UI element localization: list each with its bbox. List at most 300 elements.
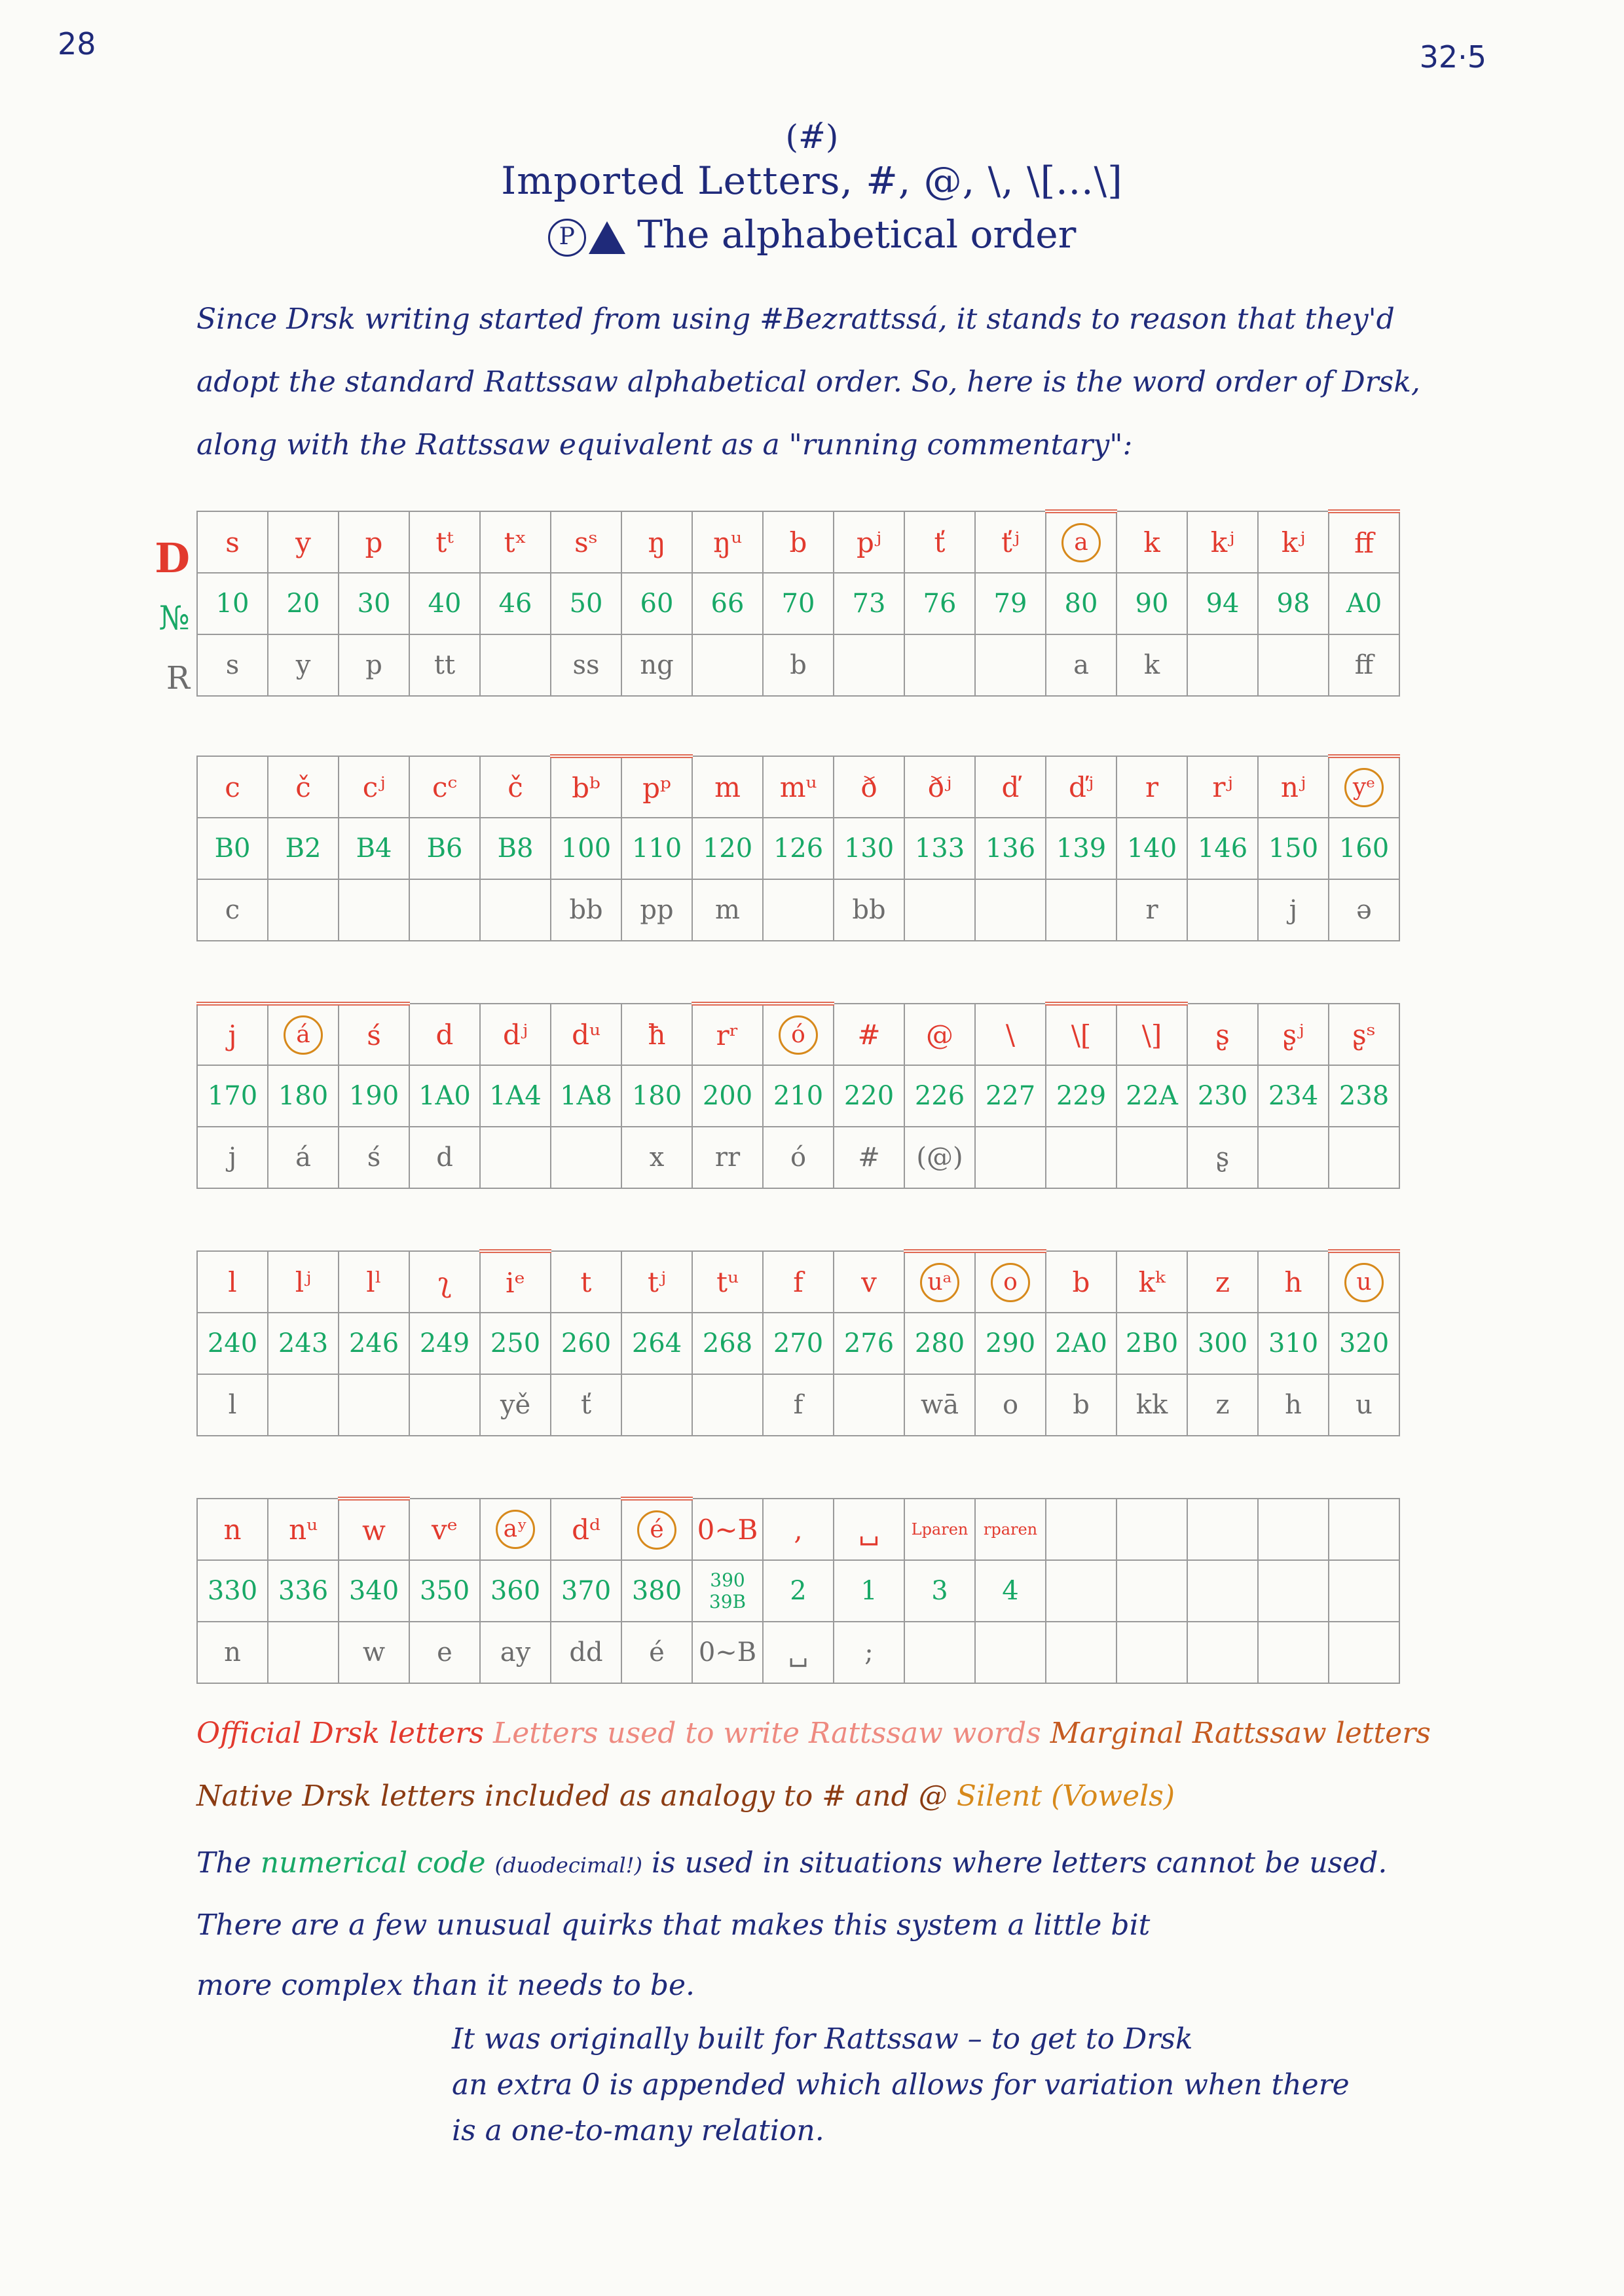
rattssaw-cell: bb <box>834 879 904 941</box>
number-cell: 300 <box>1187 1313 1258 1374</box>
number-cell: 180 <box>621 1065 692 1127</box>
drsk-cell: \ <box>975 1004 1046 1065</box>
number-cell: 220 <box>834 1065 904 1127</box>
drsk-cell: ŋᵘ <box>692 511 763 573</box>
rattssaw-cell: ś <box>339 1127 409 1188</box>
number-cell: B0 <box>197 818 268 879</box>
number-cell: 330 <box>197 1560 268 1622</box>
drsk-cell: m <box>692 756 763 818</box>
drsk-cell: \] <box>1116 1004 1187 1065</box>
rattssaw-cell <box>1329 1622 1399 1683</box>
drsk-cell: vᵉ <box>409 1499 480 1560</box>
legend-rattssaw-words: Letters used to write Rattssaw words <box>493 1717 1041 1750</box>
number-cell: 1A8 <box>551 1065 621 1127</box>
drsk-cell: bᵇ <box>551 756 621 818</box>
indent-line-3: is a one-to-many relation. <box>452 2114 824 2147</box>
number-cell: 310 <box>1258 1313 1329 1374</box>
rattssaw-cell <box>834 1374 904 1436</box>
table-row-ratt <box>197 634 1399 696</box>
table-row-num <box>197 1065 1399 1127</box>
drsk-cell: nᵘ <box>268 1499 339 1560</box>
table-row-num <box>197 818 1399 879</box>
indent-line-1: It was originally built for Rattssaw – to get to Drsk <box>452 2022 1193 2056</box>
drsk-cell: ś <box>339 1004 409 1065</box>
rattssaw-cell <box>692 634 763 696</box>
number-cell: 126 <box>763 818 834 879</box>
rattssaw-cell: ť <box>551 1374 621 1436</box>
drsk-cell: ʅ <box>409 1251 480 1313</box>
rattssaw-cell: ʂ <box>1187 1127 1258 1188</box>
rattssaw-cell: y <box>268 634 339 696</box>
rattssaw-cell <box>339 1374 409 1436</box>
table-row-drsk <box>197 511 1399 573</box>
rattssaw-cell: r <box>1116 879 1187 941</box>
page-subtitle <box>0 212 1624 257</box>
letter-table-4 <box>196 1249 1400 1436</box>
rattssaw-cell: pp <box>621 879 692 941</box>
rattssaw-cell <box>268 1622 339 1683</box>
drsk-cell: o <box>975 1251 1046 1313</box>
number-cell: 230 <box>1187 1065 1258 1127</box>
drsk-cell: @ <box>904 1004 975 1065</box>
number-cell: 146 <box>1187 818 1258 879</box>
number-cell: B8 <box>480 818 551 879</box>
rattssaw-cell: rr <box>692 1127 763 1188</box>
table-row-num <box>197 573 1399 634</box>
rattssaw-cell: tt <box>409 634 480 696</box>
drsk-cell: ó <box>763 1004 834 1065</box>
drsk-cell: t <box>551 1251 621 1313</box>
row-label-drsk: D <box>155 534 190 582</box>
drsk-cell: ʂ <box>1187 1004 1258 1065</box>
indent-line-2: an extra 0 is appended which allows for variation when there <box>452 2068 1350 2102</box>
number-cell: 264 <box>621 1313 692 1374</box>
rattssaw-cell: ng <box>621 634 692 696</box>
drsk-cell: lʲ <box>268 1251 339 1313</box>
drsk-cell: uᵃ <box>904 1251 975 1313</box>
number-cell: 73 <box>834 573 904 634</box>
table-row-ratt <box>197 879 1399 941</box>
drsk-cell: tʲ <box>621 1251 692 1313</box>
rattssaw-cell: p <box>339 634 409 696</box>
number-cell: 226 <box>904 1065 975 1127</box>
number-cell: 110 <box>621 818 692 879</box>
table-row-drsk <box>197 756 1399 818</box>
number-cell: 120 <box>692 818 763 879</box>
rattssaw-cell: (@) <box>904 1127 975 1188</box>
drsk-cell: h <box>1258 1251 1329 1313</box>
rattssaw-cell: ; <box>834 1622 904 1683</box>
number-cell: 100 <box>551 818 621 879</box>
drsk-cell: n <box>197 1499 268 1560</box>
rattssaw-cell <box>1046 879 1116 941</box>
number-cell: 227 <box>975 1065 1046 1127</box>
drsk-cell: lˡ <box>339 1251 409 1313</box>
rattssaw-cell: j <box>197 1127 268 1188</box>
number-cell: 350 <box>409 1560 480 1622</box>
rattssaw-cell <box>904 1622 975 1683</box>
rattssaw-cell: n <box>197 1622 268 1683</box>
rattssaw-cell: ó <box>763 1127 834 1188</box>
rattssaw-cell: z <box>1187 1374 1258 1436</box>
number-cell: B6 <box>409 818 480 879</box>
rattssaw-cell: u <box>1329 1374 1399 1436</box>
rattssaw-cell: ə <box>1329 879 1399 941</box>
drsk-cell: b <box>1046 1251 1116 1313</box>
drsk-cell: # <box>834 1004 904 1065</box>
drsk-cell: a <box>1046 511 1116 573</box>
number-cell: 268 <box>692 1313 763 1374</box>
letter-table-1 <box>196 509 1400 697</box>
number-cell: 40 <box>409 573 480 634</box>
number-cell: 98 <box>1258 573 1329 634</box>
page-title: Imported Letters, #, @, \, \[...\] <box>501 158 1123 203</box>
indented-note <box>452 2016 1447 2154</box>
drsk-cell: p <box>339 511 409 573</box>
rattssaw-cell: bb <box>551 879 621 941</box>
rattssaw-cell: x <box>621 1127 692 1188</box>
rattssaw-cell <box>904 879 975 941</box>
rattssaw-cell <box>975 634 1046 696</box>
number-cell: 190 <box>339 1065 409 1127</box>
row-label-group <box>131 529 190 708</box>
header <box>0 118 1624 257</box>
rattssaw-cell: f <box>763 1374 834 1436</box>
drsk-cell: s <box>197 511 268 573</box>
drsk-cell: ␣ <box>834 1499 904 1560</box>
drsk-cell: cʲ <box>339 756 409 818</box>
number-cell: A0 <box>1329 573 1399 634</box>
number-cell: 79 <box>975 573 1046 634</box>
rattssaw-cell <box>1187 1622 1258 1683</box>
drsk-cell: z <box>1187 1251 1258 1313</box>
drsk-cell: rparen <box>975 1499 1046 1560</box>
rattssaw-cell <box>480 1127 551 1188</box>
rattssaw-cell: o <box>975 1374 1046 1436</box>
number-cell: 90 <box>1116 573 1187 634</box>
drsk-cell: pʲ <box>834 511 904 573</box>
rattssaw-cell <box>1258 1127 1329 1188</box>
rattssaw-cell: a <box>1046 634 1116 696</box>
number-cell: 76 <box>904 573 975 634</box>
number-cell: 260 <box>551 1313 621 1374</box>
number-cell: 276 <box>834 1313 904 1374</box>
number-cell: 243 <box>268 1313 339 1374</box>
drsk-cell: ʂʲ <box>1258 1004 1329 1065</box>
drsk-cell: tᵘ <box>692 1251 763 1313</box>
number-cell: 10 <box>197 573 268 634</box>
number-cell: 249 <box>409 1313 480 1374</box>
drsk-cell <box>1187 1499 1258 1560</box>
number-cell: 1 <box>834 1560 904 1622</box>
accent-mark: (#́) <box>785 118 839 156</box>
number-cell: 170 <box>197 1065 268 1127</box>
color-legend <box>196 1702 1441 1828</box>
page-number-right: 32·5 <box>1419 39 1486 75</box>
rattssaw-cell: 0~B <box>692 1622 763 1683</box>
rattssaw-cell <box>480 634 551 696</box>
number-cell: 370 <box>551 1560 621 1622</box>
number-cell: 380 <box>621 1560 692 1622</box>
drsk-cell: Lparen <box>904 1499 975 1560</box>
number-cell: 270 <box>763 1313 834 1374</box>
drsk-cell: dʲ <box>480 1004 551 1065</box>
drsk-cell: iᵉ <box>480 1251 551 1313</box>
number-cell: B2 <box>268 818 339 879</box>
number-cell <box>1329 1560 1399 1622</box>
intro-paragraph: Since Drsk writing started from using #Bezrattssá, it stands to reason that they'd adopt the standard Rattssaw alphabetical order. So, here is the word order of Drsk, along with the Rattssaw equivalent as a "running commentary": <box>196 302 1420 462</box>
note-line-3: more complex than it needs to be. <box>196 1969 695 2002</box>
rattssaw-cell <box>551 1127 621 1188</box>
rattssaw-cell: ay <box>480 1622 551 1683</box>
rattssaw-cell <box>904 634 975 696</box>
note-line-1 <box>196 1833 1441 1895</box>
rattssaw-cell <box>975 1127 1046 1188</box>
number-cell: 20 <box>268 573 339 634</box>
p-circle-icon: P <box>548 219 586 257</box>
drsk-cell: aʸ <box>480 1499 551 1560</box>
number-cell: 180 <box>268 1065 339 1127</box>
rattssaw-cell: dd <box>551 1622 621 1683</box>
rattssaw-cell <box>1116 1127 1187 1188</box>
notes <box>196 1833 1441 2016</box>
drsk-cell: 0~B <box>692 1499 763 1560</box>
rattssaw-cell: ss <box>551 634 621 696</box>
rattssaw-cell <box>621 1374 692 1436</box>
note-numerical-code: numerical code <box>260 1846 486 1880</box>
drsk-cell: ð <box>834 756 904 818</box>
number-cell: 139 <box>1046 818 1116 879</box>
row-label-number: № <box>158 599 190 637</box>
number-cell: 234 <box>1258 1065 1329 1127</box>
letter-table-3 <box>196 1002 1400 1189</box>
number-cell: 240 <box>197 1313 268 1374</box>
rattssaw-cell: ff <box>1329 634 1399 696</box>
drsk-cell: u <box>1329 1251 1399 1313</box>
rattssaw-cell: é <box>621 1622 692 1683</box>
rattssaw-cell: h <box>1258 1374 1329 1436</box>
drsk-cell: dᵈ <box>551 1499 621 1560</box>
drsk-cell: ď <box>975 756 1046 818</box>
rattssaw-cell <box>1187 879 1258 941</box>
rattssaw-cell <box>1116 1622 1187 1683</box>
drsk-cell: c <box>197 756 268 818</box>
rattssaw-cell: # <box>834 1127 904 1188</box>
rattssaw-cell <box>1187 634 1258 696</box>
number-cell: B4 <box>339 818 409 879</box>
number-cell: 46 <box>480 573 551 634</box>
rattssaw-cell <box>268 1374 339 1436</box>
drsk-cell: ħ <box>621 1004 692 1065</box>
rattssaw-cell <box>1046 1622 1116 1683</box>
drsk-cell <box>1116 1499 1187 1560</box>
table-row-num <box>197 1560 1399 1622</box>
drsk-cell: w <box>339 1499 409 1560</box>
number-cell: 238 <box>1329 1065 1399 1127</box>
rattssaw-cell <box>1329 1127 1399 1188</box>
number-cell: 336 <box>268 1560 339 1622</box>
rattssaw-cell: kk <box>1116 1374 1187 1436</box>
rattssaw-cell <box>975 1622 1046 1683</box>
legend-official: Official Drsk letters <box>196 1717 484 1750</box>
number-cell: 200 <box>692 1065 763 1127</box>
rattssaw-cell: k <box>1116 634 1187 696</box>
number-cell <box>1187 1560 1258 1622</box>
drsk-cell: ʂˢ <box>1329 1004 1399 1065</box>
table-row-drsk <box>197 1251 1399 1313</box>
rattssaw-cell <box>1258 634 1329 696</box>
number-cell: 136 <box>975 818 1046 879</box>
drsk-cell: ŋ <box>621 511 692 573</box>
number-cell: 2 <box>763 1560 834 1622</box>
number-cell: 360 <box>480 1560 551 1622</box>
drsk-cell: tᵗ <box>409 511 480 573</box>
drsk-cell: rʲ <box>1187 756 1258 818</box>
subtitle-text: The alphabetical order <box>637 212 1077 257</box>
drsk-cell: y <box>268 511 339 573</box>
number-cell <box>1116 1560 1187 1622</box>
rattssaw-cell: m <box>692 879 763 941</box>
number-cell: 50 <box>551 573 621 634</box>
legend-marginal: Marginal Rattssaw letters <box>1050 1717 1431 1750</box>
rattssaw-cell: w <box>339 1622 409 1683</box>
number-cell <box>1046 1560 1116 1622</box>
rattssaw-cell <box>409 1374 480 1436</box>
number-cell: 66 <box>692 573 763 634</box>
drsk-cell: b <box>763 511 834 573</box>
drsk-cell: k <box>1116 511 1187 573</box>
number-cell: 140 <box>1116 818 1187 879</box>
drsk-cell: \[ <box>1046 1004 1116 1065</box>
table-row-drsk <box>197 1004 1399 1065</box>
note-duodecimal: (duodecimal!) <box>494 1853 642 1878</box>
table-row-ratt <box>197 1622 1399 1683</box>
rattssaw-cell: j <box>1258 879 1329 941</box>
drsk-cell: r <box>1116 756 1187 818</box>
rattssaw-cell <box>339 879 409 941</box>
drsk-cell: d <box>409 1004 480 1065</box>
row-label-rattssaw: R <box>166 660 190 697</box>
letter-table-2 <box>196 754 1400 941</box>
drsk-cell: kᵏ <box>1116 1251 1187 1313</box>
drsk-cell: tˣ <box>480 511 551 573</box>
rattssaw-cell <box>975 879 1046 941</box>
rattssaw-cell <box>1046 1127 1116 1188</box>
number-cell: 390 39B <box>692 1560 763 1622</box>
table-row-ratt <box>197 1374 1399 1436</box>
number-cell: 2B0 <box>1116 1313 1187 1374</box>
number-cell: 94 <box>1187 573 1258 634</box>
number-cell: 229 <box>1046 1065 1116 1127</box>
note-line-2: There are a few unusual quirks that makes this system a little bit <box>196 1908 1151 1942</box>
rattssaw-cell: d <box>409 1127 480 1188</box>
drsk-cell: č <box>480 756 551 818</box>
rattssaw-cell <box>763 879 834 941</box>
drsk-cell: j <box>197 1004 268 1065</box>
rattssaw-cell <box>834 634 904 696</box>
legend-native: Native Drsk letters included as analogy to # and @ <box>196 1779 948 1813</box>
rattssaw-cell: yě <box>480 1374 551 1436</box>
drsk-cell: ff <box>1329 511 1399 573</box>
rattssaw-cell: b <box>763 634 834 696</box>
number-cell: 1A0 <box>409 1065 480 1127</box>
drsk-cell: ďʲ <box>1046 756 1116 818</box>
rattssaw-cell: s <box>197 634 268 696</box>
drsk-cell: yᵉ <box>1329 756 1399 818</box>
table-row-num <box>197 1313 1399 1374</box>
number-cell: 1A4 <box>480 1065 551 1127</box>
drsk-cell <box>1329 1499 1399 1560</box>
number-cell: 60 <box>621 573 692 634</box>
drsk-cell: f <box>763 1251 834 1313</box>
drsk-cell <box>1258 1499 1329 1560</box>
drsk-cell: č <box>268 756 339 818</box>
drsk-cell: ťʲ <box>975 511 1046 573</box>
rattssaw-cell <box>409 879 480 941</box>
number-cell: 210 <box>763 1065 834 1127</box>
table-row-ratt <box>197 1127 1399 1188</box>
drsk-cell: cᶜ <box>409 756 480 818</box>
page-number-left: 28 <box>58 26 96 62</box>
note-word: The <box>196 1846 251 1880</box>
note-rest: is used in situations where letters cannot be used. <box>651 1846 1388 1880</box>
rattssaw-cell: l <box>197 1374 268 1436</box>
drsk-cell: nʲ <box>1258 756 1329 818</box>
drsk-cell <box>1046 1499 1116 1560</box>
drsk-cell: kʲ <box>1258 511 1329 573</box>
number-cell: 150 <box>1258 818 1329 879</box>
rattssaw-cell: e <box>409 1622 480 1683</box>
number-cell: 130 <box>834 818 904 879</box>
drsk-cell: dᵘ <box>551 1004 621 1065</box>
drsk-cell: mᵘ <box>763 756 834 818</box>
table-row-drsk <box>197 1499 1399 1560</box>
drsk-cell: l <box>197 1251 268 1313</box>
rattssaw-cell: b <box>1046 1374 1116 1436</box>
number-cell: 2A0 <box>1046 1313 1116 1374</box>
number-cell: 70 <box>763 573 834 634</box>
drsk-cell: v <box>834 1251 904 1313</box>
number-cell: 22A <box>1116 1065 1187 1127</box>
rattssaw-cell <box>268 879 339 941</box>
number-cell: 3 <box>904 1560 975 1622</box>
number-cell: 246 <box>339 1313 409 1374</box>
number-cell: 4 <box>975 1560 1046 1622</box>
number-cell: 280 <box>904 1313 975 1374</box>
number-cell <box>1258 1560 1329 1622</box>
number-cell: 290 <box>975 1313 1046 1374</box>
rattssaw-cell: wā <box>904 1374 975 1436</box>
drsk-cell: sˢ <box>551 511 621 573</box>
drsk-cell: rʳ <box>692 1004 763 1065</box>
number-cell: 340 <box>339 1560 409 1622</box>
number-cell: 133 <box>904 818 975 879</box>
drsk-cell: kʲ <box>1187 511 1258 573</box>
drsk-cell: ðʲ <box>904 756 975 818</box>
number-cell: 320 <box>1329 1313 1399 1374</box>
number-cell: 160 <box>1329 818 1399 879</box>
drsk-cell: á <box>268 1004 339 1065</box>
drsk-cell: , <box>763 1499 834 1560</box>
rattssaw-cell: á <box>268 1127 339 1188</box>
rattssaw-cell <box>480 879 551 941</box>
number-cell: 250 <box>480 1313 551 1374</box>
drsk-cell: é <box>621 1499 692 1560</box>
rattssaw-cell: c <box>197 879 268 941</box>
legend-silent: Silent (Vowels) <box>956 1779 1175 1813</box>
rattssaw-cell: ␣ <box>763 1622 834 1683</box>
number-cell: 30 <box>339 573 409 634</box>
